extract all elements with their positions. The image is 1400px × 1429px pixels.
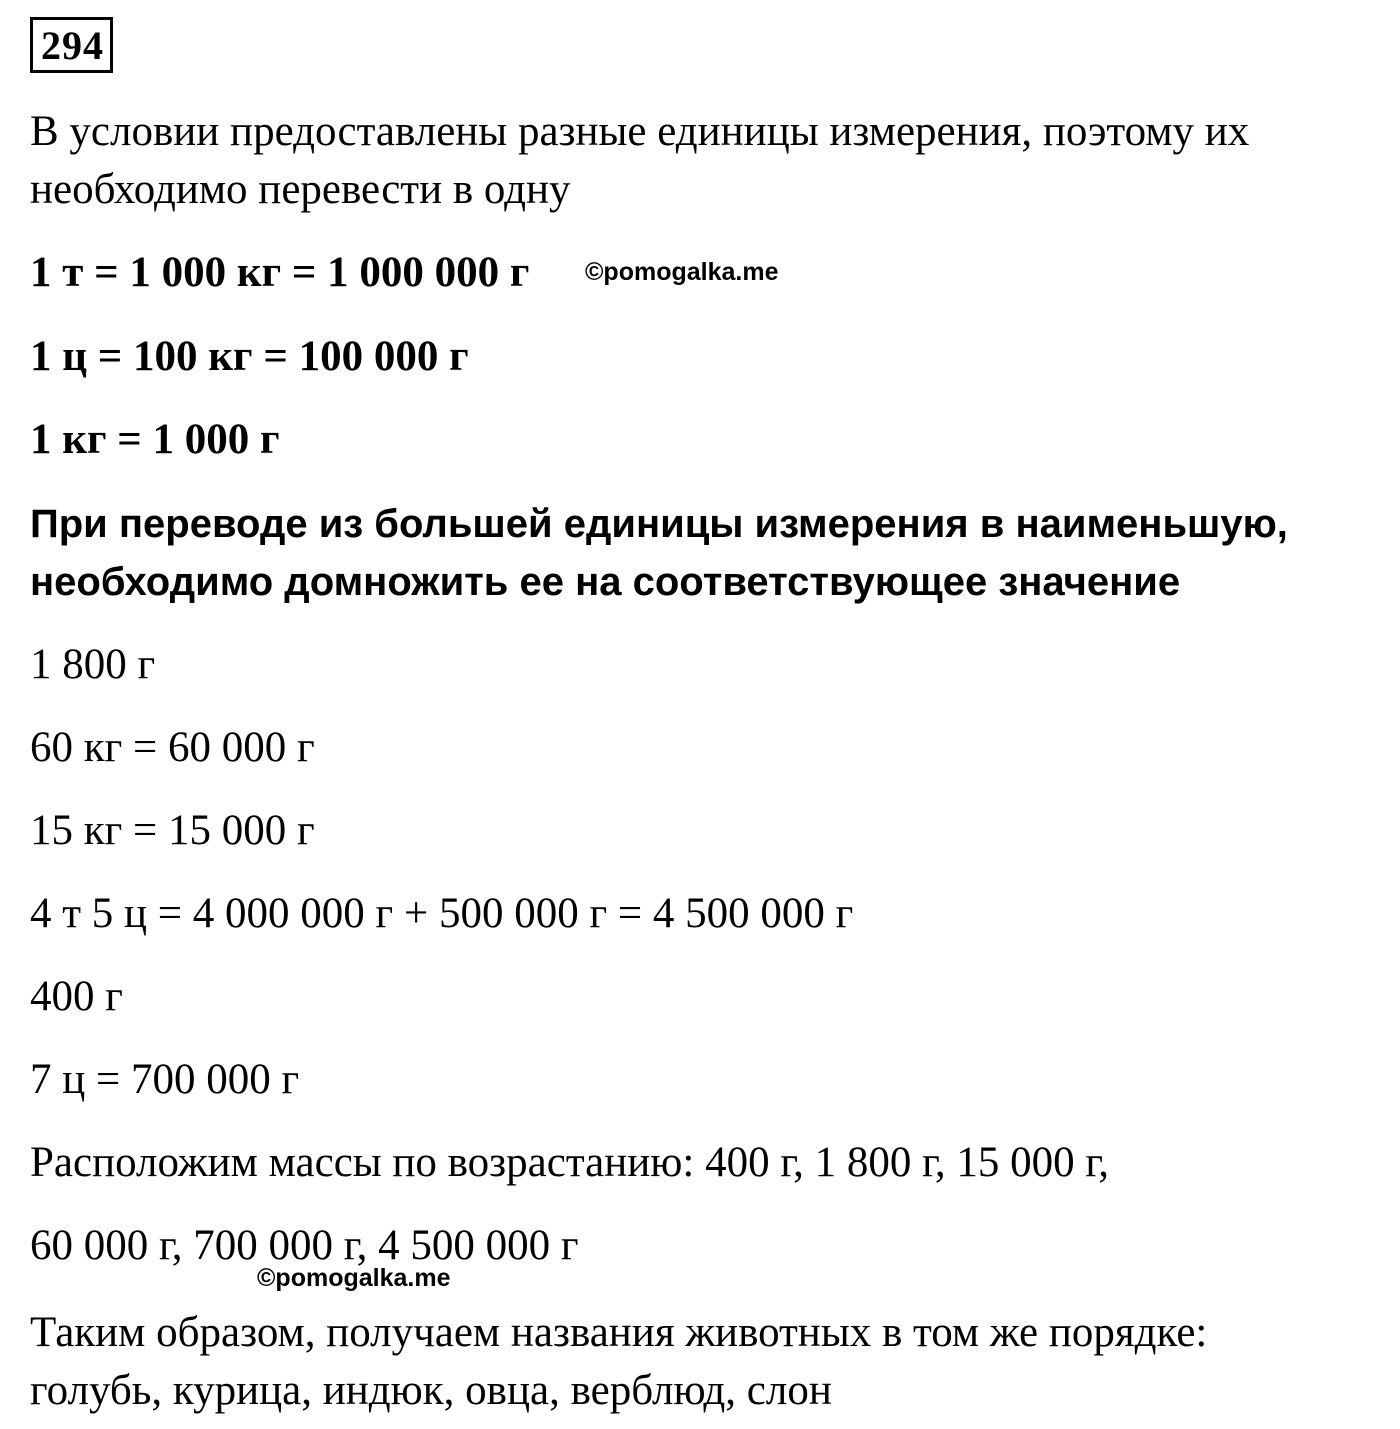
rule-line-2: необходимо домножить ее на соответствующее значение	[30, 560, 1181, 604]
intro-line-2: необходимо перевести в одну	[30, 166, 571, 213]
value-line: 400 г	[30, 973, 123, 1020]
conclusion-line-1: Таким образом, получаем названия животных в том же порядке:	[30, 1309, 1208, 1356]
value-line: 60 кг = 60 000 г	[30, 724, 315, 771]
conclusion-line-2: голубь, курица, индюк, овца, верблюд, слон	[30, 1367, 832, 1414]
conversion-centner: 1 ц = 100 кг = 100 000 г	[30, 333, 469, 380]
order-line-2: 60 000 г, 700 000 г, 4 500 000 г	[30, 1222, 579, 1269]
intro-line-1: В условии предоставлены разные единицы измерения, поэтому их	[30, 108, 1250, 155]
conversion-tonne: 1 т = 1 000 кг = 1 000 000 г	[30, 249, 530, 296]
order-line-1: Расположим массы по возрастанию: 400 г, 1 800 г, 15 000 г,	[30, 1139, 1109, 1186]
rule-line-1: При переводе из большей единицы измерения в наименьшую,	[30, 502, 1288, 546]
watermark: ©pomogalka.me	[257, 1264, 451, 1292]
watermark: ©pomogalka.me	[585, 258, 779, 286]
conversion-kilogram: 1 кг = 1 000 г	[30, 416, 280, 463]
value-line: 4 т 5 ц = 4 000 000 г + 500 000 г = 4 500 000 г	[30, 890, 854, 937]
value-line: 15 кг = 15 000 г	[30, 807, 315, 854]
value-line: 1 800 г	[30, 641, 156, 688]
task-number: 294	[30, 17, 113, 73]
value-line: 7 ц = 700 000 г	[30, 1056, 300, 1103]
